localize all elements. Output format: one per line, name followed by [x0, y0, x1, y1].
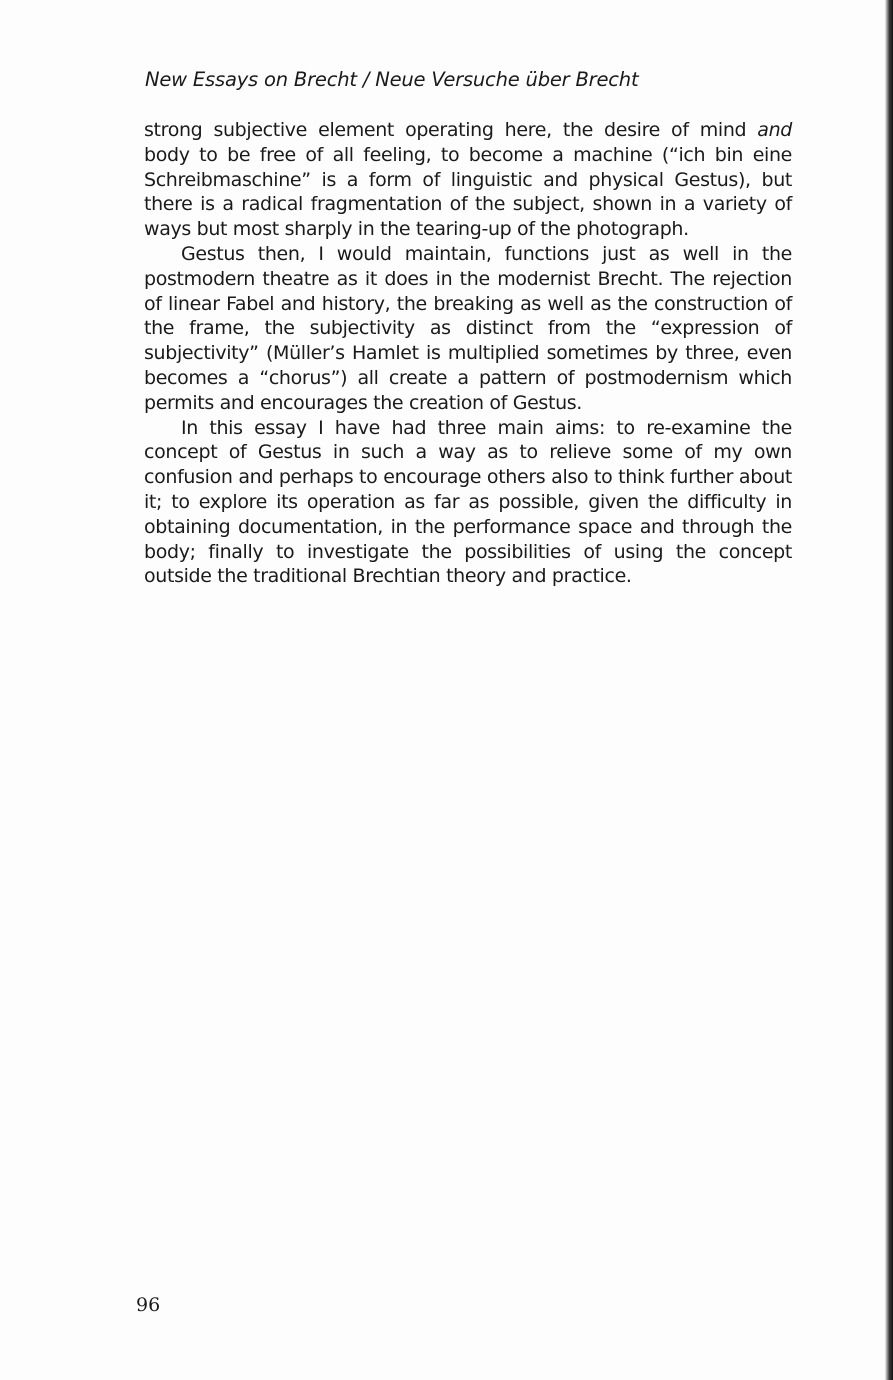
page-edge-shadow [885, 0, 893, 1380]
running-head: New Essays on Brecht / Neue Versuche über Brecht [145, 68, 639, 91]
paragraph-2: Gestus then, I would maintain, functions just as well in the postmodern theatre as it does in the modernist Brecht. The rejection of linear Fabel and history, the breaking as well as the construction of the frame, the subjectivity as distinct from the “expression of subjectivity” (Müller’s Hamlet is multiplied sometimes by three, even becomes a “chorus”) all create a pattern of postmodernism which permits and encourages the creation of Gestus. [144, 242, 792, 414]
paragraph-1-text-start: strong subjective element operating here, the desire of mind [144, 119, 758, 141]
page-number: 96 [136, 1294, 161, 1316]
paragraph-3: In this essay I have had three main aims: to re-examine the concept of Gestus in such a way as to relieve some of my own confusion and perhaps to encourage others also to think further about it; to explore its operation as far as possible, given the difficulty in obtaining documentation, in the performance space and through the body; finally to investigate the possibilities of using the concept outside the traditional Brechtian theory and practice. [144, 416, 792, 588]
paragraph-1 [144, 118, 792, 242]
paragraph-1-emphasis: and [757, 119, 792, 141]
paragraph-1-text-end: body to be free of all feeling, to become a machine (“ich bin eine Schreibmaschine” is a form of linguistic and physical Gestus), but there is a radical fragmentation of the subject, shown in a variety of ways but most sharply in the tearing-up of the photograph. [144, 143, 792, 241]
body-text [144, 118, 792, 589]
